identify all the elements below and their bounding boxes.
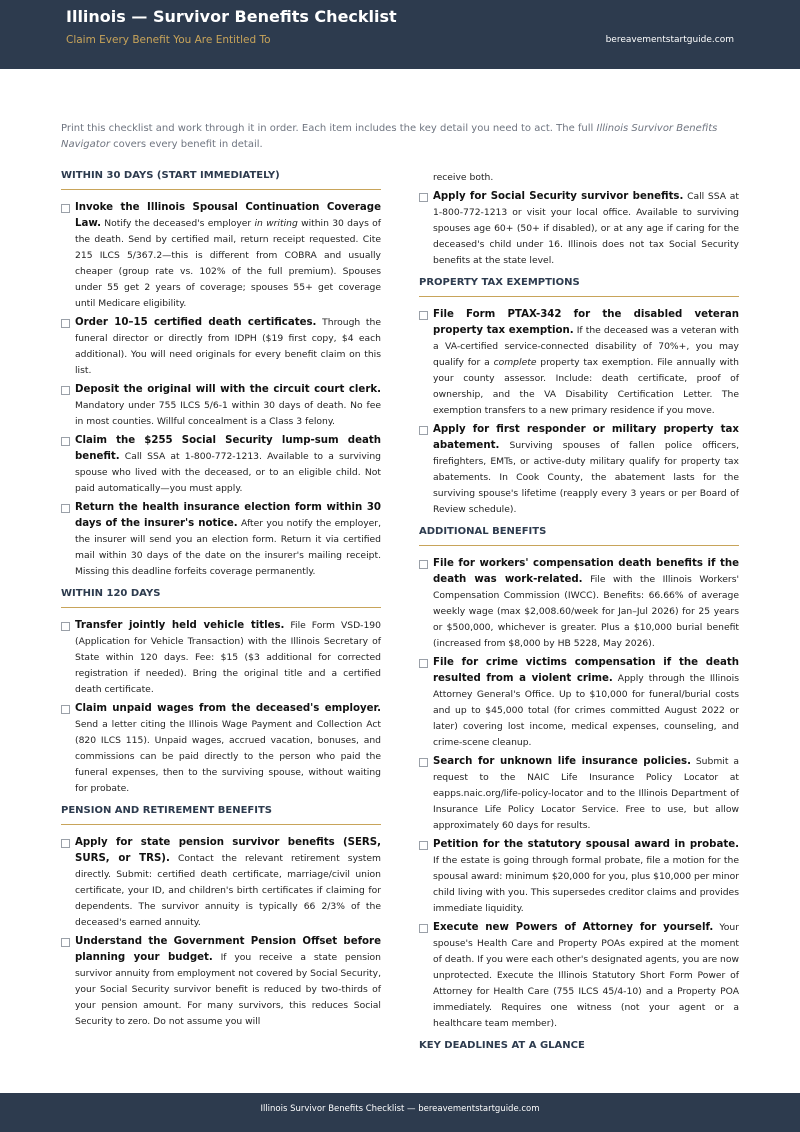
checklist-item-unpaid-wages xyxy=(61,701,381,797)
item-title: Return the health insurance election form within 30 days of the insurer's notice. xyxy=(75,502,381,529)
checkbox-icon[interactable] xyxy=(61,319,70,328)
item-text: property tax exemption. File annually with your county assessor. Include: death certificate, proof of ownership, and the VA Disability Certification Letter. The exemption transfers to a new primary residence if you move. xyxy=(433,357,739,416)
page-title: Illinois — Survivor Benefits Checklist xyxy=(66,7,397,26)
checkbox-icon[interactable] xyxy=(419,758,428,767)
section-heading-within-120-days: WITHIN 120 DAYS xyxy=(61,588,381,608)
item-title: Apply for Social Security survivor benefits. xyxy=(433,191,684,202)
checklist-item-health-election xyxy=(61,500,381,580)
item-emphasis: complete xyxy=(493,357,537,368)
section-heading-key-deadlines: KEY DEADLINES AT A GLANCE xyxy=(419,1040,585,1051)
item-text: After you notify the employer, the insurer will send you an election form. Return it via certified mail within 30 days of the date on the insurer's mailing receipt. Missing this deadline forfeits coverage permanently. xyxy=(75,518,381,577)
right-column xyxy=(419,170,739,1069)
section-heading-within-30-days: WITHIN 30 DAYS (START IMMEDIATELY) xyxy=(61,170,381,190)
intro-paragraph xyxy=(61,121,739,153)
checkbox-icon[interactable] xyxy=(61,504,70,513)
page-header xyxy=(0,0,800,69)
checklist-item-pension-offset xyxy=(61,934,381,1030)
checkbox-icon[interactable] xyxy=(419,311,428,320)
item-title: Invoke the Illinois Spousal Continuation Coverage Law. xyxy=(75,202,381,229)
item-emphasis: in writing xyxy=(254,218,298,229)
checklist-item-ssa-survivor xyxy=(419,189,739,269)
item-title: Transfer jointly held vehicle titles. xyxy=(75,620,285,631)
checkbox-icon[interactable] xyxy=(419,426,428,435)
checklist-item-vehicle-titles xyxy=(61,618,381,698)
item-text: Your spouse's Health Care and Property POAs expired at the moment of death. If you were each other's designated agents, you are now unprotected. Execute the Illinois Statutory Short Form Power of Attorney for Health Care (755 ILCS 45/4-10) and a Property POA immediately. Requires one witness (not your agent or a healthcare team member). xyxy=(433,922,739,1029)
left-column xyxy=(61,170,381,1033)
item-text: Notify the deceased's employer xyxy=(101,218,255,229)
item-title: Order 10–15 certified death certificates. xyxy=(75,317,317,328)
item-text: Through the funeral director or directly from IDPH ($19 first copy, $4 each additional). You will need originals for every benefit claim on this list. xyxy=(75,317,382,376)
checkbox-icon[interactable] xyxy=(419,193,428,202)
page-footer: Illinois Survivor Benefits Checklist — bereavementstartguide.com xyxy=(0,1093,800,1132)
checkbox-icon[interactable] xyxy=(419,924,428,933)
item-text: File Form VSD-190 (Application for Vehicle Transaction) with the Illinois Secretary of State within 120 days. Fee: $15 ($3 additional for corrected registration if needed). Bring the original title and a certified death certificate. xyxy=(75,620,381,695)
intro-text-2: covers every benefit in detail. xyxy=(109,139,263,150)
checklist-item-powers-of-attorney xyxy=(419,920,739,1032)
item-text: Mandatory under 755 ILCS 5/6-1 within 30 days of death. No fee in most counties. Willful concealment is a Class 3 felony. xyxy=(75,400,381,427)
item-text: Apply through the Illinois Attorney General's Office. Up to $10,000 for funeral/burial costs and up to $45,000 total (for crimes committed August 2022 or later) covering lost income, medical expenses, counseling, and crime-scene cleanup. xyxy=(433,673,739,748)
checkbox-icon[interactable] xyxy=(61,437,70,446)
item-text: If the estate is going through formal probate, file a motion for the spousal award: minimum $20,000 for you, plus $10,000 per minor child living with you. This supersedes creditor claims and provides immediate liquidity. xyxy=(433,855,739,914)
checklist-item-crime-victims xyxy=(419,655,739,751)
item-title: File for workers' compensation death benefits if the death was work-related. xyxy=(433,558,739,585)
item-text: Submit a request to the NAIC Life Insurance Policy Locator at eapps.naic.org/life-policy-locator and to the Illinois Department of Insurance Life Policy Locator Service. Free to use, but allow approximately 60 days for results. xyxy=(433,756,739,831)
checklist-item-life-insurance xyxy=(419,754,739,834)
section-heading-pension: PENSION AND RETIREMENT BENEFITS xyxy=(61,805,381,825)
checkbox-icon[interactable] xyxy=(419,841,428,850)
checkbox-icon[interactable] xyxy=(419,659,428,668)
item-title: Petition for the statutory spousal award in probate. xyxy=(433,839,739,850)
intro-text-1: Print this checklist and work through it in order. Each item includes the key detail you need to act. The full xyxy=(61,123,597,134)
checklist-item-spousal-award xyxy=(419,837,739,917)
item-text: Send a letter citing the Illinois Wage Payment and Collection Act (820 ILCS 115). Unpaid wages, accrued vacation, bonuses, and commissions can be paid directly to the person who paid the funeral expenses, then to the surviving spouse, without waiting for probate. xyxy=(75,719,381,794)
section-heading-property-tax: PROPERTY TAX EXEMPTIONS xyxy=(419,277,739,297)
checklist-item-lump-sum xyxy=(61,433,381,497)
checklist-item-death-certificates xyxy=(61,315,381,379)
item-text: File with the Illinois Workers' Compensation Commission (IWCC). Benefits: 66.66% of average weekly wage (max $2,008.60/week for Jan–Jul 2026) for 25 years or $500,000, whichever is greater. Plus a $10,000 burial benefit (increased from $8,000 by HB 5228, May 2026). xyxy=(433,574,740,649)
item-title: Claim unpaid wages from the deceased's employer. xyxy=(75,703,381,714)
item-title: Apply for state pension survivor benefits (SERS, SURS, or TRS). xyxy=(75,837,381,864)
item-title: Apply for first responder or military property tax abatement. xyxy=(433,424,739,451)
checkbox-icon[interactable] xyxy=(61,386,70,395)
item-title: Deposit the original will with the circuit court clerk. xyxy=(75,384,381,395)
checkbox-icon[interactable] xyxy=(61,705,70,714)
checklist-item-responder-abatement xyxy=(419,422,739,518)
item-title: File Form PTAX-342 for the disabled veteran property tax exemption. xyxy=(433,309,739,336)
checklist-item-ptax-342 xyxy=(419,307,739,419)
checklist-item-deposit-will xyxy=(61,382,381,430)
site-name: bereavementstartguide.com xyxy=(605,35,734,45)
item-text: Call SSA at 1-800-772-1213 or visit your local office. Available to surviving spouses age 60+ (50+ if disabled), or at any age if caring for the deceased's child under 16. Illinois does not tax Social Security benefits at the state level. xyxy=(433,191,739,266)
item-text: Surviving spouses of fallen police officers, firefighters, EMTs, or active-duty military qualify for property tax abatements. In Cook County, the abatement lasts for the surviving spouse's lifetime (reapply every 3 years or per Board of Review schedule). xyxy=(433,440,739,515)
item-title: Search for unknown life insurance policies. xyxy=(433,756,691,767)
checklist-item-workers-comp xyxy=(419,556,739,652)
guide-name: Illinois Survivor Benefits Navigator xyxy=(61,123,718,150)
checklist-item-state-pension xyxy=(61,835,381,931)
checkbox-icon[interactable] xyxy=(61,839,70,848)
page-subtitle: Claim Every Benefit You Are Entitled To xyxy=(66,34,271,46)
checklist-item-spousal-continuation xyxy=(61,200,381,312)
item-text: Contact the relevant retirement system directly. Submit: certified death certificate, marriage/civil union certificate, your ID, and children's birth certificates if claiming for dependents. The survivor annuity is typically 66 2/3% of the deceased's earned annuity. xyxy=(75,853,382,928)
item-text: Call SSA at 1-800-772-1213. Available to a surviving spouse who lived with the deceased, or to an eligible child. Not paid automatically—you must apply. xyxy=(75,451,381,494)
item-title: File for crime victims compensation if the death resulted from a violent crime. xyxy=(433,657,739,684)
item-title: Claim the $255 Social Security lump-sum death benefit. xyxy=(75,435,381,462)
checkbox-icon[interactable] xyxy=(61,938,70,947)
checkbox-icon[interactable] xyxy=(61,622,70,631)
checkbox-icon[interactable] xyxy=(61,204,70,213)
item-continuation-text: receive both. xyxy=(433,172,494,183)
item-title: Execute new Powers of Attorney for yourself. xyxy=(433,922,714,933)
item-text: If you receive a state pension survivor annuity from employment not covered by Social Security, your Social Security survivor benefit is reduced by two-thirds of your pension amount. For many survivors, this reduces Social Security to zero. Do not assume you will xyxy=(75,952,381,1027)
item-title: Understand the Government Pension Offset before planning your budget. xyxy=(75,936,381,963)
item-text: within 30 days of the death. Send by certified mail, return receipt requested. Cite 215 ILCS 5/367.2—this is different from COBRA and usually cheaper (group rate vs. 102% of the full premium). Spouses under 55 get 2 years of coverage; spouses 55+ get coverage until Medicare eligibility. xyxy=(75,218,381,309)
checkbox-icon[interactable] xyxy=(419,560,428,569)
section-heading-additional: ADDITIONAL BENEFITS xyxy=(419,526,739,546)
item-text: If the deceased was a veteran with a VA-certified service-connected disability of 70%+, you may qualify for a xyxy=(433,325,739,368)
